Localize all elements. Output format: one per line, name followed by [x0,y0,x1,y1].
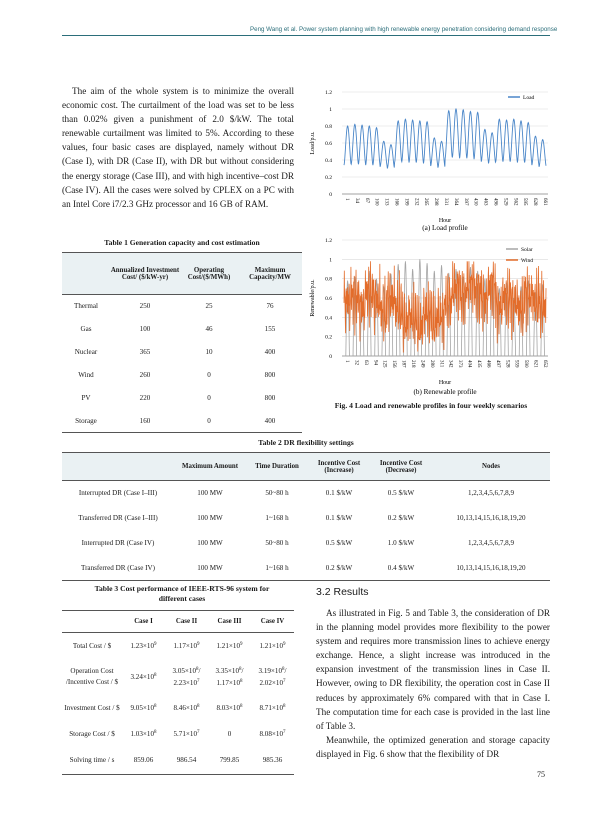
table3-header-cell: Case I [122,611,165,633]
value-exponent: 8 [240,703,243,709]
table-cell: 0.5 $/kW [387,489,415,498]
table-cell: 50~80 h [265,489,289,498]
value-mantissa: 1.21×10 [216,641,240,650]
table-cell [122,659,165,695]
value-mantissa: 8.08×10 [259,729,283,738]
value-mantissa: 8.71×10 [259,703,283,712]
table2-header-cell [62,453,174,481]
table-cell: 100 MW [197,489,223,498]
table-cell [165,695,208,721]
value-slash: / [198,666,201,675]
x-tick-label: 621 [532,360,538,368]
table-row [62,364,302,387]
table-cell: Total Cost / $ [72,641,112,650]
x-tick-label: 67 [363,198,369,203]
table-cell: 1,2,3,4,5,6,7,8,9 [467,539,515,547]
value-mantissa: 8.46×10 [173,703,197,712]
table-cell: 76 [266,302,274,311]
x-tick-label: 32 [353,360,359,365]
legend-label-wind: Wind [521,258,533,264]
table2-header-cell: Incentive Cost (Increase) [308,453,370,481]
x-tick-label: 311 [438,360,444,368]
table-row [62,531,550,556]
table3-header-cell: Case III [208,611,251,633]
table-row [62,318,302,341]
y-tick-label: 1.2 [325,90,332,96]
value-mantissa: 1.03×10 [130,729,154,738]
table-cell: Nuclear [74,348,98,356]
table3-caption-line2: different cases [158,594,206,603]
value-mantissa: 1.17×10 [216,678,240,687]
x-tick-label: 63 [362,360,368,365]
x-tick-label: 280 [428,360,434,368]
table3-caption-line1: Table 3 Cost performance of IEEE-RTS-96 system for [94,584,270,593]
table-cell: 0 [227,729,232,738]
x-tick-label: 562 [512,198,518,206]
table-cell: Storage Cost / $ [69,729,115,738]
table-cell: 0.4 $/kW [370,556,432,581]
value-mantissa: 2.02×10 [259,678,283,687]
value-mantissa: 3.19×10 [258,666,283,675]
x-tick-label: 1 [344,198,349,201]
table-row [62,633,294,659]
x-tick-label: 364 [452,198,458,206]
y-tick-label: 0 [329,192,332,198]
value-exponent: 8 [240,678,243,684]
table-cell: 1.0 $/kW [387,539,415,547]
y-tick-label: 0.6 [325,296,332,302]
value-exponent: 8 [154,672,157,678]
x-tick-label: 187 [400,360,406,368]
value-exponent: 7 [283,678,286,684]
table3-caption [62,584,302,604]
table3-header-cell [62,611,122,633]
table-cell: 0.2 $/kW [308,556,370,581]
table-cell: Thermal [73,302,99,311]
table3 [62,610,294,775]
y-tick-label: 0.4 [325,315,332,322]
table-cell: 10,13,14,15,16,18,19,20 [456,514,526,522]
value-mantissa: 1.21×10 [259,641,283,650]
table-cell: 220 [139,394,151,402]
table3-header-cell: Case IV [251,611,294,633]
table1-header-cell: Maximum Capacity/MW [238,253,302,295]
value-line [251,677,294,689]
x-tick-label: 496 [492,198,498,206]
y-tick-label: 0.8 [325,276,332,283]
y-tick-label: 0.2 [325,334,332,341]
table-cell [62,659,122,695]
table2 [62,452,550,581]
figure-subcaption: (a) Load profile [422,224,468,232]
y-tick-label: 0.4 [325,158,332,164]
table-cell: 0.1 $/kW [325,489,353,498]
table-cell: Transferred DR (Case IV) [62,556,174,581]
label-line: Operation Cost [70,666,114,675]
table-cell: 250 [139,302,151,311]
x-tick-label: 590 [523,360,529,368]
table-cell: Storage [62,410,110,433]
table-cell: 365 [139,348,151,356]
table-row [62,556,550,581]
table-cell [122,695,165,721]
table-cell: 0 [207,371,211,379]
load-series-line [344,109,546,169]
x-tick-label: 595 [522,198,528,206]
table-cell [122,721,165,747]
table-row [62,747,294,775]
table-cell: 985.36 [251,747,294,775]
table-cell [165,633,208,659]
table3-header-cell: Case II [165,611,208,633]
y-tick-label: 0.2 [325,175,332,181]
table2-header-cell: Time Duration [246,453,308,481]
x-tick-label: 199 [403,198,409,206]
table1-header-cell [62,253,110,295]
y-tick-label: 0.6 [325,141,332,147]
value-exponent: 8 [239,666,242,672]
table-row [62,481,550,506]
value-exponent: 8 [197,703,200,709]
x-tick-label: 628 [532,198,538,206]
value-exponent: 7 [197,729,200,735]
value-mantissa: 1.23×10 [130,641,154,650]
x-tick-label: 497 [494,360,500,368]
table-cell: 1~168 h [246,556,308,581]
table-cell: 799.85 [208,747,251,775]
x-tick-label: 331 [443,198,448,206]
table-cell: 859.06 [122,747,165,775]
table-cell: Gas [80,325,92,333]
value-slash: / [284,666,287,675]
wind-series-line [344,261,546,352]
table2-header-cell: Incentive Cost (Decrease) [370,453,432,481]
table-cell [122,633,165,659]
table-cell [208,633,251,659]
x-tick-label: 404 [466,360,472,368]
table-cell: 155 [264,325,276,333]
x-tick-label: 652 [542,360,547,368]
value-line [165,677,208,689]
table-cell: 1~168 h [265,514,289,522]
x-axis-title: Hour [438,218,452,224]
x-tick-label: 661 [542,198,547,206]
figure-subcaption: (b) Renewable profile [413,388,477,396]
value-exponent: 9 [283,641,286,647]
legend-label-solar: Solar [521,247,533,253]
table-cell: 0.5 $/kW [325,539,353,547]
table-cell: 0.2 $/kW [387,514,415,522]
value-line [165,665,208,677]
results-paragraph-1: As illustrated in Fig. 5 and Table 3, the consideration of DR in the planning model provides more flexibility to the power system and requires more transmission lines to achieve energy exchange. Hence, a slight increase was introduced in the expansion investment of the transmission lines in Case II. However, owing to DR flexibility, the operation cost in Case II reduces by approximately 6% compared with that in Case I. The computation time for each case is provided in the last line of Table 3. [316,608,550,731]
table-cell: 25 [205,302,213,311]
table-cell: 100 MW [174,556,246,581]
value-exponent: 8 [154,729,157,735]
x-tick-label: 94 [372,360,378,365]
x-tick-label: 435 [476,360,481,368]
table-cell: Investment Cost / $ [64,703,120,712]
x-tick-label: 34 [353,198,359,203]
value-exponent: 8 [196,666,199,672]
figure4-caption: Fig. 4 Load and renewable profiles in four weekly scenarios [334,401,528,410]
table-cell [251,721,294,747]
results-paragraph-2: Meanwhile, the optimized generation and storage capacity displayed in Fig. 6 show that the flexibility of DR [316,734,550,759]
table-cell: 100 MW [197,514,223,522]
value-exponent: 7 [197,678,200,684]
x-tick-label: 125 [381,360,387,368]
x-tick-label: 463 [482,198,488,206]
value-exponent: 8 [154,703,157,709]
y-axis-title: Renewable/p.u. [310,279,316,317]
x-tick-label: 559 [513,360,519,368]
intro-paragraph: The aim of the whole system is to minimize the overall economic cost. The curtailment of the load was set to be less than 0.02% given a punishment of 2.0 $/kW. The total renewable curtailment was limited to 5%. According to these values, four basic cases are displayed, namely without DR (Case I), with DR (Case II), with DR but without considering the energy storage (Case III), and with high incentive–cost DR (Case IV). All the cases were solved by CPLEX on a PC with an Intel Core i7/2.3 GHz processor and 16 GB of RAM. [62,86,294,209]
table-cell [208,659,251,695]
x-tick-label: 528 [504,360,510,368]
table-cell: 1,2,3,4,5,6,7,8,9 [467,489,515,498]
x-tick-label: 232 [413,198,419,206]
x-tick-label: 342 [447,360,453,368]
table-row [62,410,302,433]
table-row [62,506,550,531]
x-tick-label: 529 [502,198,508,206]
table1-caption: Table 1 Generation capacity and cost estimation [104,238,260,247]
table-cell: 100 MW [197,539,223,547]
table-row [62,659,294,695]
table-cell: 400 [264,348,276,356]
y-tick-label: 1 [329,107,332,113]
x-tick-label: 298 [433,198,439,206]
legend-label-load: Load [523,95,535,101]
table-cell [165,721,208,747]
y-axis-title: Load/p.u. [310,131,316,155]
value-exponent: 9 [154,641,157,647]
table2-caption: Table 2 DR flexibility settings [258,438,354,447]
page-number: 75 [537,770,545,779]
value-mantissa: 9.05×10 [130,703,154,712]
table-cell: 100 [139,325,151,333]
renewable-profile-chart [308,232,556,398]
table-cell [251,695,294,721]
load-profile-chart [308,82,556,232]
x-tick-label: 218 [410,360,415,368]
value-exponent: 9 [240,641,243,647]
table-cell: 0 [207,394,211,402]
x-tick-label: 100 [373,198,379,206]
table-cell: Transferred DR (Case I–III) [78,514,158,522]
table-cell: PV [81,394,91,402]
x-tick-label: 466 [485,360,491,368]
x-tick-label: 249 [419,360,425,368]
value-mantissa: 3.35×10 [215,666,240,675]
value-exponent: 9 [197,641,200,647]
table-cell: 400 [238,410,302,433]
x-tick-label: 166 [393,198,399,206]
table-cell: 0 [180,410,238,433]
table-cell: 800 [264,394,276,402]
table-cell: 800 [264,371,276,379]
results-text [316,606,550,761]
table-cell: Solving time / s [62,747,122,775]
x-tick-label: 133 [383,198,389,206]
value-line [208,665,251,677]
y-tick-label: 1.2 [325,238,332,244]
y-tick-label: 0.8 [325,124,332,130]
table-cell: 46 [205,325,213,333]
table2-header-cell: Nodes [432,453,550,481]
table-cell [251,633,294,659]
table2-header-cell: Maximum Amount [174,453,246,481]
table-cell: 260 [139,371,151,379]
value-mantissa: 5.71×10 [173,729,197,738]
value-mantissa: 3.05×10 [172,666,197,675]
table-cell: 160 [110,410,180,433]
x-tick-label: 156 [391,360,397,368]
x-tick-label: 1 [344,360,349,363]
value-mantissa: 1.17×10 [173,641,197,650]
x-tick-label: 265 [423,198,429,206]
table-cell [165,659,208,695]
table-cell: 10,13,14,15,16,18,19,20 [432,556,550,581]
label-line: /Incentive Cost / $ [65,677,119,686]
table1-header-cell: Operating Cost/($/MWh) [180,253,238,295]
table-cell [208,695,251,721]
value-line [208,677,251,689]
header-rule [62,35,550,36]
value-exponent: 8 [282,666,285,672]
table-cell: Wind [78,371,94,379]
value-exponent: 8 [283,703,286,709]
table-cell: 0.1 $/kW [325,514,353,522]
section-title: 3.2 Results [316,586,369,598]
x-tick-label: 373 [457,360,463,368]
table-row [62,387,302,410]
y-tick-label: 0 [329,354,332,360]
value-mantissa: 8.03×10 [216,703,240,712]
value-slash: / [241,666,244,675]
table-row [62,295,302,318]
table-cell: 986.54 [165,747,208,775]
table-row [62,721,294,747]
value-mantissa: 2.23×10 [173,678,197,687]
table-cell [251,659,294,695]
running-header: Peng Wang et al. Power system planning with high renewable energy penetration considering demand response [250,26,558,33]
x-tick-label: 430 [472,198,478,206]
table-cell: Interrupted DR (Case IV) [81,539,155,547]
y-tick-label: 1 [329,257,332,264]
value-line [251,665,294,677]
table-cell: 10 [205,348,213,356]
table-row [62,341,302,364]
table1 [62,252,302,433]
x-tick-label: 397 [462,198,468,206]
value-exponent: 7 [283,729,286,735]
table1-header-cell: Annualized Investment Cost/ ($/kW-yr) [110,253,180,295]
value-mantissa: 3.24×10 [130,672,154,681]
x-axis-title: Hour [438,380,452,386]
table-cell: Interrupted DR (Case I–III) [78,489,158,498]
table-row [62,695,294,721]
table-cell: 50~80 h [265,539,289,547]
